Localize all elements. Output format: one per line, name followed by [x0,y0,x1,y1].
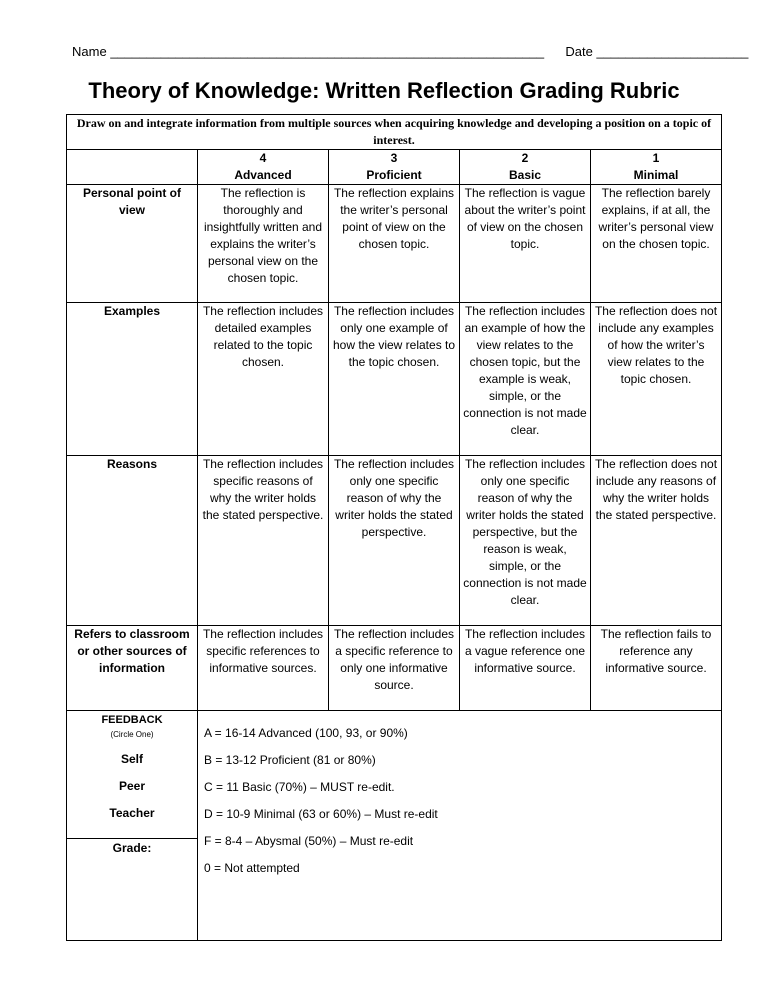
level-header-proficient [329,150,460,185]
rubric-table [66,114,722,941]
rubric-cell: The reflection includes a specific reference to only one informative source. [329,626,460,711]
page-title: Theory of Knowledge: Written Reflection Grading Rubric [88,78,680,103]
level-label: Proficient [366,168,422,182]
rubric-cell: The reflection barely explains, if at all, the writer’s personal view on the chosen topic. [591,185,722,303]
rubric-heading-row [67,115,722,150]
rubric-cell: The reflection includes detailed examples related to the topic chosen. [198,303,329,456]
name-date-line [72,44,749,64]
table-row [67,456,722,626]
name-label: Name [72,44,107,59]
level-header-basic [460,150,591,185]
rubric-cell: The reflection includes only one specific reason of why the writer holds the stated perspective, but the reason is weak, simple, or the connection is not made clear. [460,456,591,626]
rubric-cell: The reflection does not include any examples of how the writer’s view relates to the topic chosen. [591,303,722,456]
scale-item: F = 8-4 – Abysmal (50%) – Must re-edit [204,834,414,848]
rubric-cell: The reflection includes specific reasons of why the writer holds the stated perspective. [198,456,329,626]
criterion-label: Examples [67,303,198,456]
name-field[interactable]: ____________________________________________________________ [110,44,545,59]
rubric-cell: The reflection does not include any reasons of why the writer holds the stated perspective. [591,456,722,626]
feedback-options [67,711,198,839]
rubric-cell: The reflection fails to reference any informative source. [591,626,722,711]
criterion-header-blank [67,150,198,185]
scale-item: C = 11 Basic (70%) – MUST re-edit. [204,780,395,794]
feedback-subtitle: (Circle One) [110,730,154,739]
criterion-label: Personal point of view [67,185,198,303]
score-header-row [67,150,722,185]
criterion-label: Reasons [67,456,198,626]
scale-item: 0 = Not attempted [204,861,300,875]
level-score: 2 [521,151,529,165]
table-row [67,185,722,303]
rubric-cell: The reflection is thoroughly and insightfully written and explains the writer’s personal view on the chosen topic. [198,185,329,303]
rubric-cell: The reflection includes only one specific reason of why the writer holds the stated perspective. [329,456,460,626]
rubric-cell: The reflection includes specific references to informative sources. [198,626,329,711]
table-row [67,626,722,711]
level-score: 4 [259,151,267,165]
level-label: Advanced [234,168,292,182]
feedback-title: FEEDBACK [101,714,163,726]
rubric-cell: The reflection explains the writer’s personal point of view on the chosen topic. [329,185,460,303]
level-label: Basic [508,168,542,182]
table-row [67,303,722,456]
rubric-cell: The reflection includes an example of how the view relates to the chosen topic, but the example is weak, simple, or the connection is not made clear. [460,303,591,456]
level-score: 1 [652,151,660,165]
level-score: 3 [390,151,398,165]
feedback-peer-option[interactable]: Peer [118,779,146,793]
criterion-label: Refers to classroom or other sources of information [67,626,198,711]
rubric-cell: The reflection includes only one example of how the view relates to the topic chosen. [329,303,460,456]
level-label: Minimal [633,168,679,182]
grading-scale [198,711,722,941]
scale-item: B = 13-12 Proficient (81 or 80%) [204,753,376,767]
scale-item: A = 16-14 Advanced (100, 93, or 90%) [204,726,408,740]
feedback-row [67,711,722,839]
date-label: Date [565,44,593,59]
feedback-self-option[interactable]: Self [120,752,143,766]
feedback-teacher-option[interactable]: Teacher [109,806,155,820]
grade-label[interactable]: Grade: [67,839,198,941]
level-header-minimal [591,150,722,185]
rubric-cell: The reflection includes a vague reference one informative source. [460,626,591,711]
date-field[interactable]: _____________________ [596,44,749,59]
rubric-cell: The reflection is vague about the writer’s point of view on the chosen topic. [460,185,591,303]
rubric-heading: Draw on and integrate information from multiple sources when acquiring knowledge and developing a position on a topic of interest. [67,115,722,150]
scale-item: D = 10-9 Minimal (63 or 60%) – Must re-edit [204,807,438,821]
level-header-advanced [198,150,329,185]
